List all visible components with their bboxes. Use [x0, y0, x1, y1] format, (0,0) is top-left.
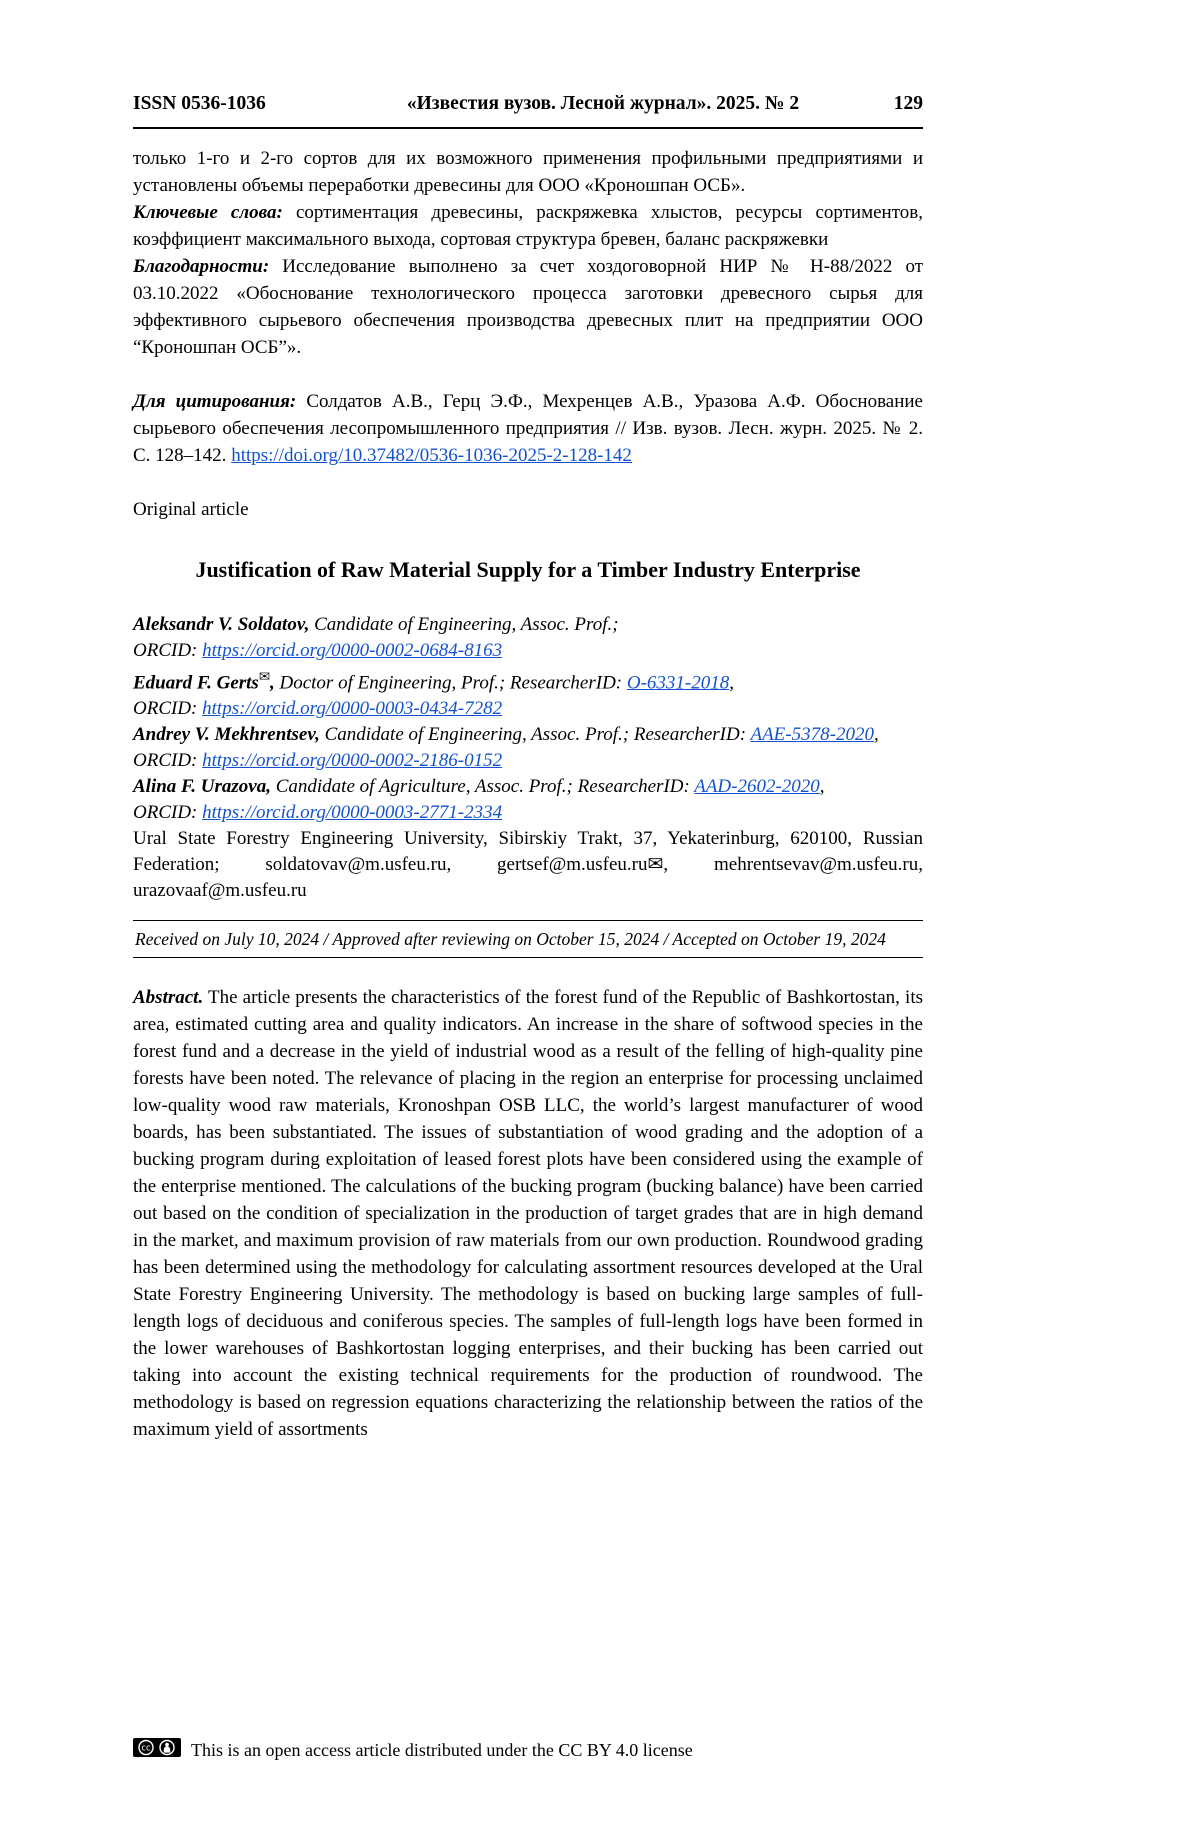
orcid-label: ORCID:	[133, 640, 203, 661]
citation-paragraph	[133, 388, 923, 469]
author-entry	[133, 774, 923, 800]
author-entry	[133, 664, 923, 696]
running-header	[133, 90, 923, 129]
author-line-tail: ,	[819, 776, 825, 798]
orcid-link[interactable]: https://orcid.org/0000-0002-0684-8163	[202, 640, 503, 661]
abstract-paragraph	[133, 984, 923, 1443]
author-orcid-line	[133, 638, 923, 664]
author-name: Alina F. Urazova,	[133, 776, 271, 798]
author-orcid-line	[133, 748, 923, 774]
license-footer	[133, 1738, 953, 1762]
author-degrees: Candidate of Agriculture, Assoc. Prof.; ResearcherID:	[270, 776, 695, 798]
researcherid-link[interactable]: AAE-5378-2020	[750, 724, 874, 746]
article-type-label: Original article	[133, 499, 249, 520]
author-line-tail: ,	[873, 724, 879, 746]
abstract-label: Abstract.	[133, 987, 204, 1009]
page-number: 129	[893, 93, 923, 114]
orcid-label: ORCID:	[133, 698, 203, 720]
researcherid-link[interactable]: AAD-2602-2020	[694, 776, 820, 798]
intro-text: только 1-го и 2-го сортов для их возможного применения профильными предприятиями и установлены объемы переработки древесины для ООО «Кроношпан ОСБ».	[133, 148, 923, 196]
orcid-link[interactable]: https://orcid.org/0000-0003-0434-7282	[202, 698, 503, 720]
author-line-tail: ,	[729, 672, 735, 694]
svg-text:cc: cc	[141, 1743, 151, 1754]
keywords-text: сортиментация древесины, раскряжевка хлыстов, ресурсы сортиментов, коэффициент максимального выхода, сортовая структура бревен, баланс раскряжевки	[133, 202, 923, 250]
acknowledgments-text: Исследование выполнено за счет хоздоговорной НИР № Н-88/2022 от 03.10.2022 «Обоснование технологического процесса заготовки древесного сырья для эффективного сырьевого обеспечения производства древесных плит на предприятии ООО “Кроношпан ОСБ”».	[133, 256, 923, 358]
issn-label: ISSN 0536-1036	[133, 93, 266, 114]
author-name-suffix: ,	[270, 672, 275, 694]
author-degrees: Doctor of Engineering, Prof.; ResearcherID:	[274, 672, 627, 694]
affiliation-text: Ural State Forestry Engineering University, Sibirskiy Trakt, 37, Yekaterinburg, 620100, Russian Federation; soldatovav@m.usfeu.ru, gertsef@m.usfeu.ru✉, mehrentsevav@m.usfeu.ru, urazovaaf@m.usfeu.ru	[133, 828, 923, 902]
author-orcid-line	[133, 696, 923, 722]
researcherid-link[interactable]: O-6331-2018	[626, 672, 730, 694]
author-name: Aleksandr V. Soldatov,	[133, 614, 310, 635]
author-orcid-line	[133, 800, 923, 826]
orcid-label: ORCID:	[133, 802, 203, 824]
orcid-label: ORCID:	[133, 750, 203, 772]
acknowledgments-label: Благодарности:	[133, 256, 270, 277]
orcid-link[interactable]: https://orcid.org/0000-0003-2771-2334	[202, 802, 503, 824]
intro-paragraph	[133, 145, 923, 199]
cc-by-icon	[133, 1738, 181, 1762]
doi-link[interactable]: https://doi.org/10.37482/0536-1036-2025-2-128-142	[231, 445, 632, 466]
abstract-text: The article presents the characteristics of the forest fund of the Republic of Bashkortostan, its area, estimated cutting area and quality indicators. An increase in the share of softwood species in the forest fund and a decrease in the yield of industrial wood as a result of the felling of high-quality pine forests have been noted. The relevance of placing in the region an enterprise for processing unclaimed low-quality wood raw materials, Kronoshpan OSB LLC, the world’s largest manufacturer of wood boards, has been substantiated. The issues of substantiation of wood grading and the adoption of a bucking program during exploitation of leased forest plots have been considered using the example of the enterprise mentioned. The calculations of the bucking program (bucking balance) have been carried out based on the condition of specialization in the production of target grades that are in high demand in the market, and maximum provision of raw materials from our own production. Roundwood grading has been determined using the methodology for calculating assortment resources developed at the Ural State Forestry Engineering University. The methodology is based on bucking large samples of full-length logs of deciduous and coniferous species. The samples of full-length logs have been formed in the lower warehouses of Bashkortostan logging enterprises, and their bucking has been carried out taking into account the existing technical requirements for the production of roundwood. The methodology is based on regression equations characterizing the relationship between the ratios of the maximum yield of assortments	[133, 987, 923, 1441]
author-entry	[133, 722, 923, 748]
keywords-paragraph	[133, 199, 923, 253]
author-degrees: Candidate of Engineering, Assoc. Prof.;	[309, 614, 619, 635]
citation-text: Солдатов А.В., Герц Э.Ф., Мехренцев А.В., Уразова А.Ф. Обоснование сырьевого обеспечения лесопромышленного предприятия // Изв. вузов. Лесн. журн. 2025. № 2. С. 128–142.	[133, 391, 923, 466]
author-name: Andrey V. Mekhrentsev,	[133, 724, 320, 746]
journal-title: «Известия вузов. Лесной журнал». 2025. № 2	[406, 93, 800, 114]
author-name: Eduard F. Gerts	[133, 672, 259, 694]
keywords-label: Ключевые слова:	[133, 202, 283, 223]
article-title: Justification of Raw Material Supply for a Timber Industry Enterprise	[195, 557, 861, 582]
license-text: This is an open access article distributed under the CC BY 4.0 license	[191, 1739, 693, 1760]
received-dates-line: Received on July 10, 2024 / Approved after reviewing on October 15, 2024 / Accepted on October 19, 2024	[133, 920, 923, 958]
page-content	[133, 90, 923, 1443]
author-degrees: Candidate of Engineering, Assoc. Prof.; ResearcherID:	[319, 724, 751, 746]
acknowledgments-paragraph	[133, 253, 923, 361]
author-entry	[133, 612, 923, 638]
authors-block	[133, 612, 923, 826]
orcid-link[interactable]: https://orcid.org/0000-0002-2186-0152	[202, 750, 503, 772]
citation-label: Для цитирования:	[133, 391, 297, 412]
corresponding-author-envelope-icon: ✉	[258, 669, 270, 684]
